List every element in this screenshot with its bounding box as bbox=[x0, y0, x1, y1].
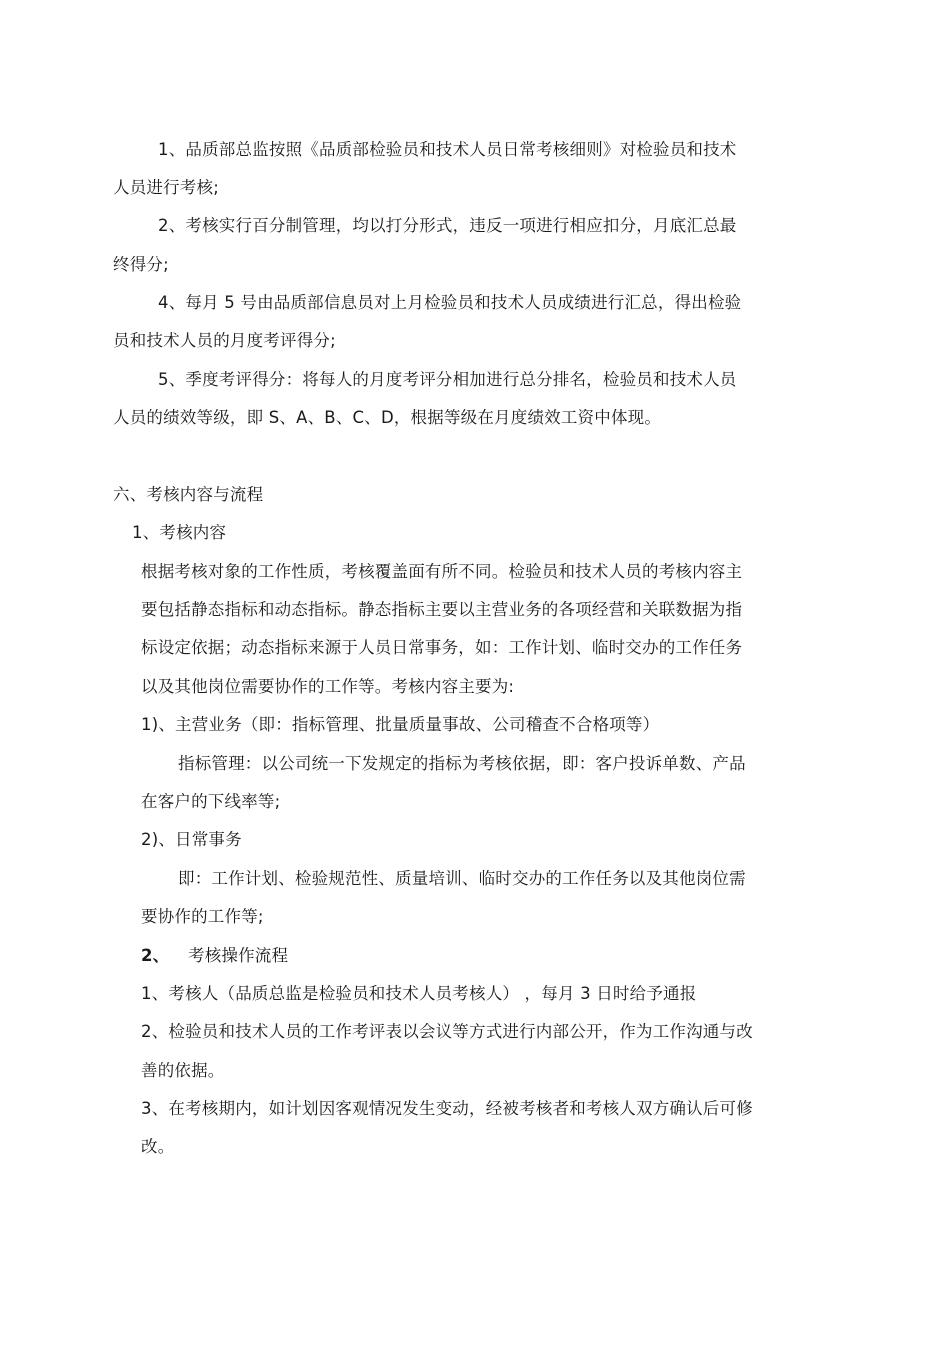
rule-item-1-line-2: 人员进行考核; bbox=[113, 178, 219, 197]
section-six-heading: 六、考核内容与流程 bbox=[113, 485, 264, 504]
point-1-title: 1)、主营业务（即：指标管理、批量质量事故、公司稽查不合格项等） bbox=[141, 715, 660, 734]
rule-item-1-line-1: 1、品质部总监按照《品质部检验员和技术人员日常考核细则》对检验员和技术 bbox=[158, 140, 737, 159]
rule-item-2-line-1: 2、考核实行百分制管理，均以打分形式，违反一项进行相应扣分，月底汇总最 bbox=[158, 216, 737, 235]
rule-item-2-line-2: 终得分; bbox=[113, 255, 169, 274]
point-2-title: 2)、日常事务 bbox=[141, 830, 242, 849]
point-2-line-2: 要协作的工作等; bbox=[141, 907, 264, 926]
subsection-1-para-line-4: 以及其他岗位需要协作的工作等。考核内容主要为: bbox=[141, 677, 515, 696]
subsection-1-para-line-2: 要包括静态指标和动态指标。静态指标主要以主营业务的各项经营和关联数据为指 bbox=[141, 600, 743, 619]
process-step-3-line-1: 3、在考核期内，如计划因客观情况发生变动，经被考核者和考核人双方确认后可修 bbox=[141, 1099, 753, 1118]
process-step-2-line-1: 2、检验员和技术人员的工作考评表以会议等方式进行内部公开，作为工作沟通与改 bbox=[141, 1022, 753, 1041]
rule-item-5-line-1: 5、季度考评得分：将每人的月度考评分相加进行总分排名，检验员和技术人员 bbox=[158, 370, 737, 389]
process-step-2-line-2: 善的依据。 bbox=[141, 1061, 225, 1080]
subsection-1-para-line-1: 根据考核对象的工作性质，考核覆盖面有所不同。检验员和技术人员的考核内容主 bbox=[141, 562, 743, 581]
rule-item-5-line-2: 人员的绩效等级，即 S、A、B、C、D，根据等级在月度绩效工资中体现。 bbox=[113, 408, 662, 427]
subsection-1-para-line-3: 标设定依据；动态指标来源于人员日常事务，如：工作计划、临时交办的工作任务 bbox=[141, 638, 743, 657]
subsection-2-heading: 考核操作流程 bbox=[188, 946, 289, 965]
process-step-1: 1、考核人（品质总监是检验员和技术人员考核人） ，每月 3 日时给予通报 bbox=[141, 984, 697, 1003]
point-2-line-1: 即：工作计划、检验规范性、质量培训、临时交办的工作任务以及其他岗位需 bbox=[178, 869, 746, 888]
process-step-3-line-2: 改。 bbox=[141, 1137, 175, 1156]
point-1-line-1: 指标管理：以公司统一下发规定的指标为考核依据，即：客户投诉单数、产品 bbox=[178, 754, 746, 773]
rule-item-4-line-2: 员和技术人员的月度考评得分; bbox=[113, 331, 336, 350]
subsection-2-number: 2、 bbox=[141, 946, 170, 965]
subsection-1-heading: 1、考核内容 bbox=[132, 523, 227, 542]
rule-item-4-line-1: 4、每月 5 号由品质部信息员对上月检验员和技术人员成绩进行汇总，得出检验 bbox=[158, 293, 742, 312]
point-1-line-2: 在客户的下线率等; bbox=[141, 792, 281, 811]
